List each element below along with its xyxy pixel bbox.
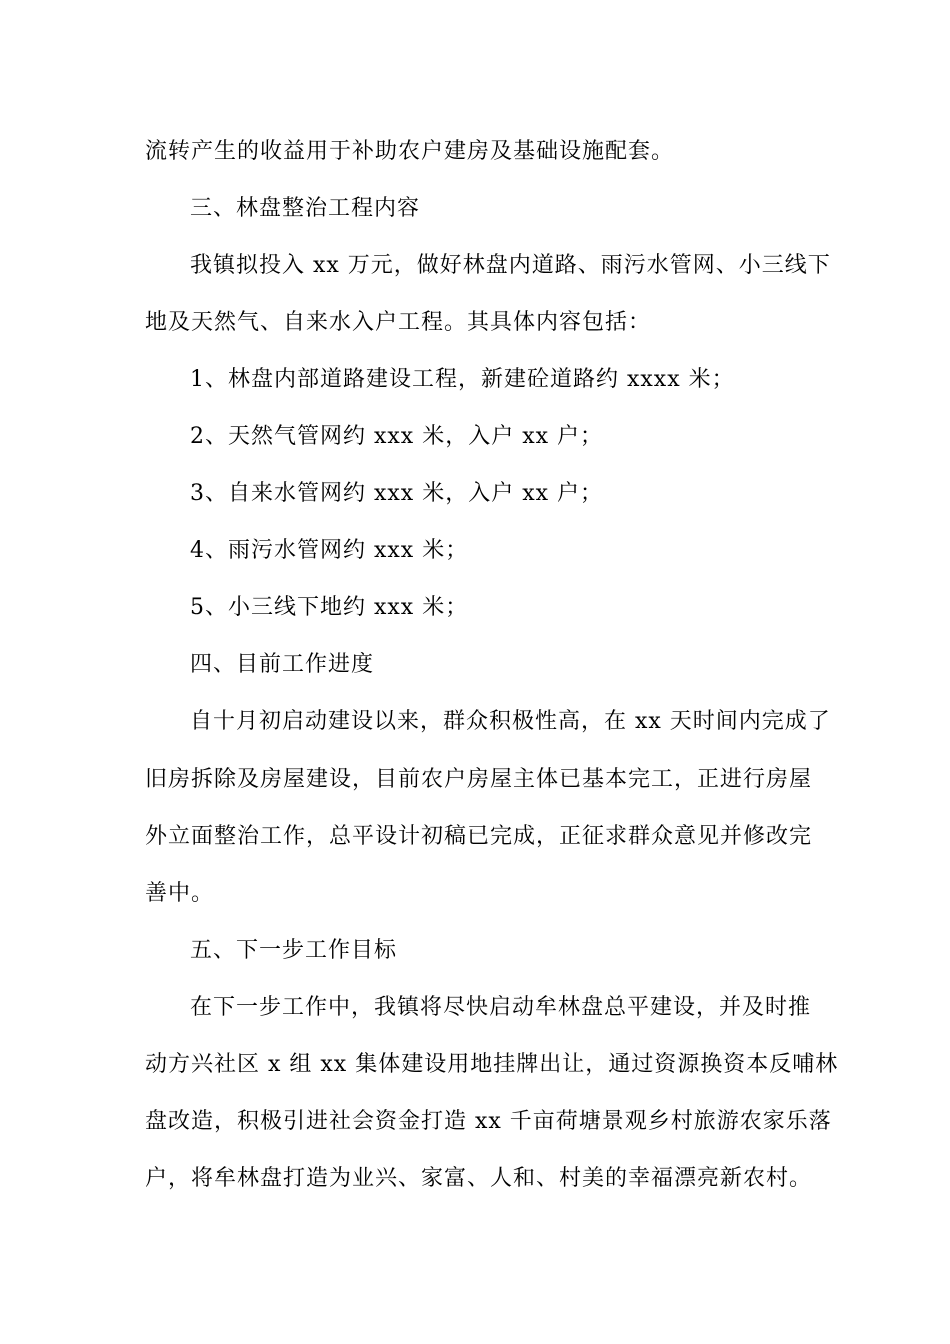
paragraph-line: 动方兴社区 x 组 xx 集体建设用地挂牌出让，通过资源换资本反哺林 <box>145 1052 839 1077</box>
paragraph-line: 善中。 <box>145 881 215 906</box>
paragraph-line: 外立面整治工作，总平设计初稿已完成，正征求群众意见并修改完 <box>145 824 813 849</box>
paragraph-line: 我镇拟投入 xx 万元，做好林盘内道路、雨污水管网、小三线下 <box>190 253 831 278</box>
section-heading: 三、林盘整治工程内容 <box>190 196 421 221</box>
paragraph-line: 户，将牟林盘打造为业兴、家富、人和、村美的幸福漂亮新农村。 <box>145 1166 813 1191</box>
list-item: 3、自来水管网约 xxx 米，入户 xx 户； <box>190 481 604 506</box>
list-item: 2、天然气管网约 xxx 米，入户 xx 户； <box>190 424 604 449</box>
paragraph-line: 盘改造，积极引进社会资金打造 xx 千亩荷塘景观乡村旅游农家乐落 <box>145 1109 832 1134</box>
list-item: 4、雨污水管网约 xxx 米； <box>190 538 469 563</box>
paragraph-line: 在下一步工作中，我镇将尽快启动牟林盘总平建设，并及时推 <box>190 995 812 1020</box>
paragraph-line: 流转产生的收益用于补助农户建房及基础设施配套。 <box>145 139 675 164</box>
section-heading: 四、目前工作进度 <box>190 652 375 677</box>
list-item: 1、林盘内部道路建设工程，新建砼道路约 xxxx 米； <box>190 367 735 392</box>
paragraph-line: 自十月初启动建设以来，群众积极性高，在 xx 天时间内完成了 <box>190 709 831 734</box>
paragraph-line: 地及天然气、自来水入户工程。其具体内容包括： <box>145 310 652 335</box>
section-heading: 五、下一步工作目标 <box>190 938 398 963</box>
list-item: 5、小三线下地约 xxx 米； <box>190 595 469 620</box>
paragraph-line: 旧房拆除及房屋建设，目前农户房屋主体已基本完工，正进行房屋 <box>145 767 813 792</box>
